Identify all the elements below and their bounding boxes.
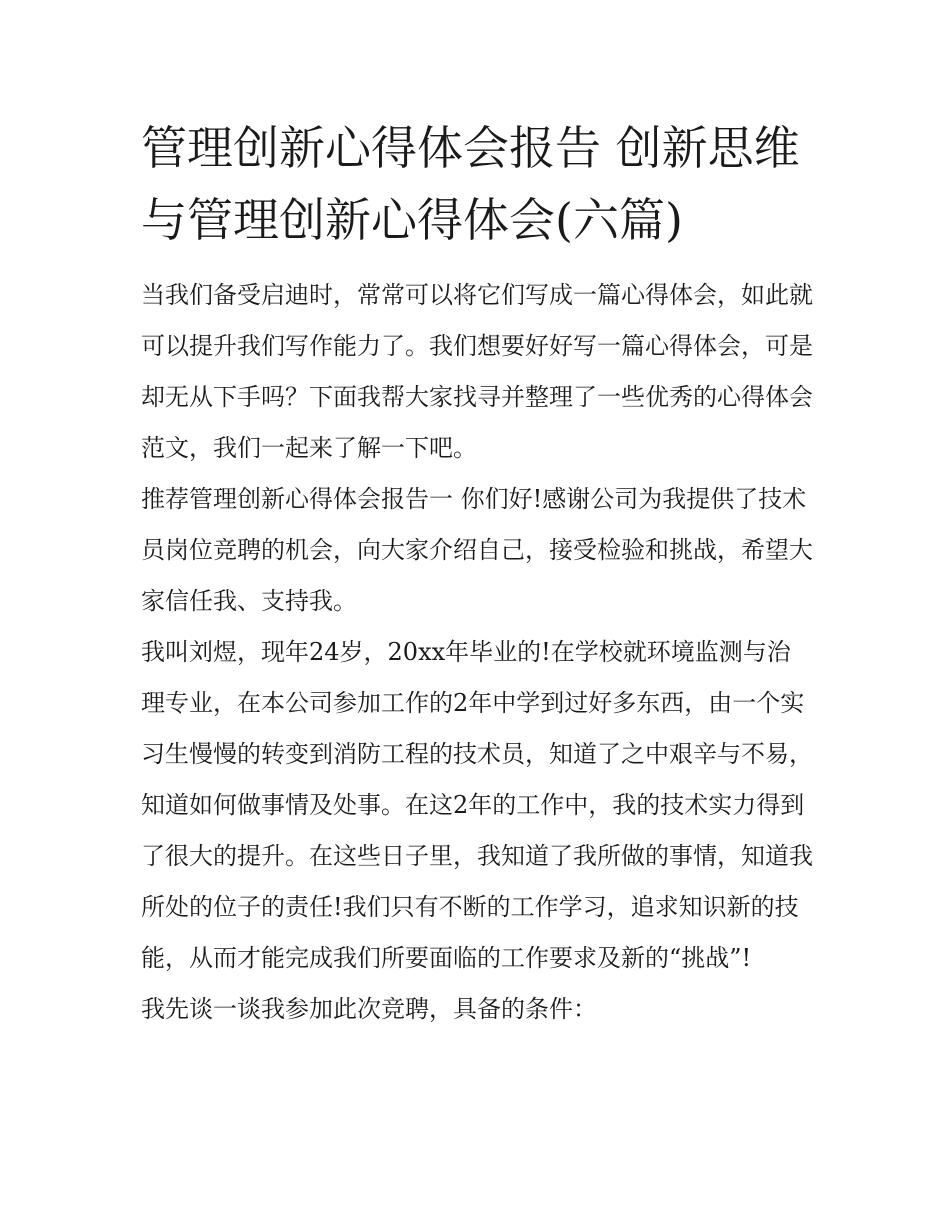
paragraph-intro: 当我们备受启迪时，常常可以将它们写成一篇心得体会，如此就可以提升我们写作能力了。我们想要好好写一篇心得体会，可是却无从下手吗？下面我帮大家找寻并整理了一些优秀的心得体会范文，我们一起来了解一下吧。 [141,281,813,462]
paragraph-recommendation: 推荐管理创新心得体会报告一 你们好!感谢公司为我提供了技术员岗位竞聘的机会，向大家介绍自己，接受检验和挑战，希望大家信任我、支持我。 [141,485,813,615]
paragraph-self-introduction: 我叫刘煜，现年24岁，20xx年毕业的!在学校就环境监测与治理专业，在本公司参加工作的2年中学到过好多东西，由一个实习生慢慢的转变到消防工程的技术员，知道了之中艰辛与不易，知道如何做事情及处事。在这2年的工作中，我的技术实力得到了很大的提升。在这些日子里，我知道了我所做的事情，知道我所处的位子的责任!我们只有不断的工作学习，追求知识新的技能，从而才能完成我们所要面临的工作要求及新的“挑战”! [141,638,813,972]
document-title: 管理创新心得体会报告 创新思维与管理创新心得体会(六篇) [141,121,800,247]
paragraph-conditions: 我先谈一谈我参加此次竞聘，具备的条件： [141,995,597,1023]
document-page [141,112,813,1035]
